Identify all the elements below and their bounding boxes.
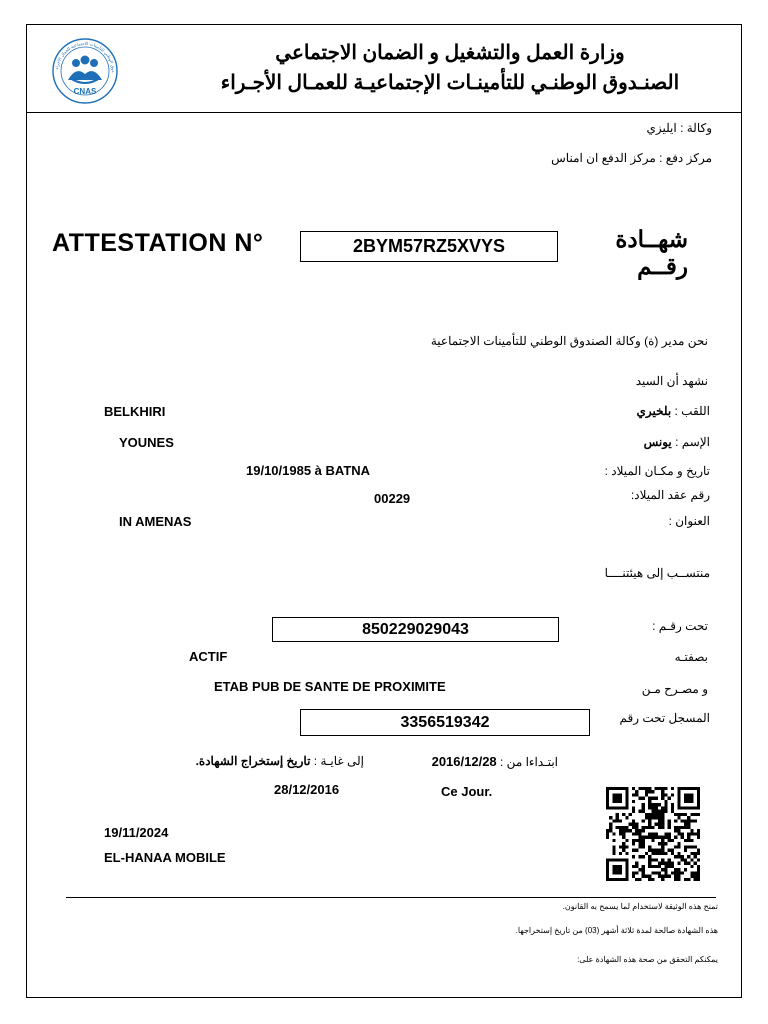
agency-value: ايليزي [646,121,677,135]
registration-number: 850229029043 [272,617,559,642]
surname-ar: بلخيري [636,404,672,418]
status-value: ACTIF [189,649,228,664]
surname-fr: BELKHIRI [104,404,166,419]
attestation-label-ar: شهــادة رقــم [615,226,688,279]
address-value: IN AMENAS [119,514,192,529]
payment-center-value: مركز الدفع ان امناس [551,151,656,165]
period-from-value: 2016/12/28 [431,754,497,769]
birth-value: 19/10/1985 à BATNA [246,463,371,478]
header-separator [26,112,742,113]
registration-label: تحت رقـم : [652,619,708,633]
status-label: بصفتـه [674,650,708,664]
certify-text: نشهد أن السيد [635,374,708,388]
issue-source: EL-HANAA MOBILE [104,850,226,865]
agency-label: وكالة : [680,121,712,135]
employer-reg-label: المسجل تحت رقم [619,711,710,725]
cnas-logo [48,36,122,106]
firstname-label: الإسم : [675,435,710,449]
period-to-fr: Ce Jour. [441,784,493,799]
period-to-line [196,754,364,768]
agency-line [646,121,712,135]
period-from-line [432,754,558,769]
footer-line-3: يمكنكم التحقق من صحة هذه الشهادة على: [577,955,718,964]
intro-text: نحن مدير (ة) وكالة الصندوق الوطني للتأمينات الاجتماعية [430,334,708,348]
payment-center-line [551,151,712,165]
payment-center-label: مركز دفع : [659,151,712,165]
firstname-fr: YOUNES [119,435,174,450]
footer-line-2: هذه الشهادة صالحة لمدة ثلاثة أشهر (03) من تاريخ إستخراجها. [515,926,718,935]
footer-line-1: تمنح هذه الوثيقة لاستخدام لما يسمح به القانون. [562,902,718,911]
employer-name: ETAB PUB DE SANTE DE PROXIMITE [214,679,446,694]
period-from-label: ابتـداءا من : [500,755,558,769]
qr-code [606,787,700,881]
logo-text: CNAS [73,87,97,96]
period-to-label: إلى غايـة : [313,754,364,768]
period-date-fr: 28/12/2016 [274,782,340,797]
attestation-number: 2BYM57RZ5XVYS [300,231,558,262]
address-label: العنوان : [668,514,710,528]
firstname-line [644,435,710,449]
employer-label: و مصـرح مـن [641,682,708,696]
birth-cert-label: رقم عقد الميلاد: [630,488,710,502]
firstname-ar: يونس [643,435,672,449]
logo-ring-text: دوق الوطني للتأمينات الاجتماعية للعمال الأجراء [54,40,117,73]
affiliated-text: منتســب إلى هيئتنــــا [604,566,710,580]
ministry-title: وزارة العمل والتشغيل و الضمان الاجتماعي [275,42,625,64]
fund-title: الصنـدوق الوطنـي للتأمينـات الإجتماعيـة للعمـال الأجـراء [220,72,680,94]
period-to-value: تاريخ إستخراج الشهادة. [195,754,311,768]
surname-line [636,404,710,418]
birth-label: تاريخ و مكـان الميلاد : [604,464,710,478]
footer-separator [66,897,716,898]
employer-reg-number: 3356519342 [300,709,590,736]
surname-label: اللقب : [674,404,710,418]
attestation-label-fr: ATTESTATION N° [52,229,264,257]
issue-date: 19/11/2024 [104,825,169,840]
birth-cert-value: 00229 [374,491,411,506]
